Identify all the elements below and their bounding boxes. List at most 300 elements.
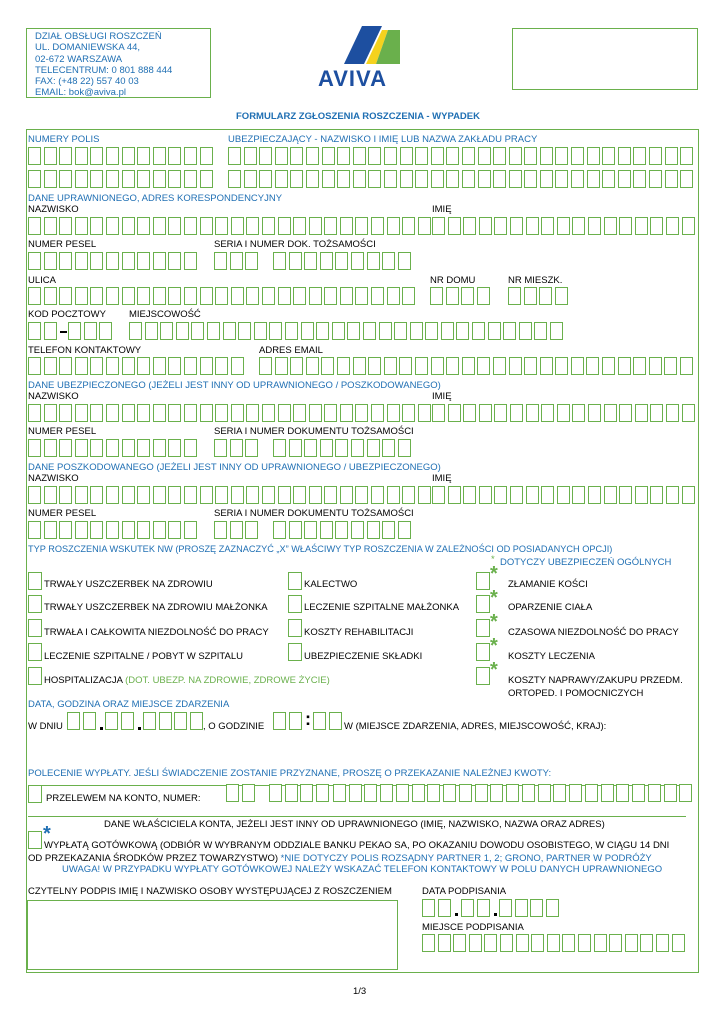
character-cell[interactable]: [322, 147, 335, 165]
character-cell[interactable]: [59, 147, 72, 165]
sign-year-field[interactable]: [499, 899, 561, 917]
character-cell[interactable]: [524, 147, 537, 165]
character-cell[interactable]: [446, 287, 459, 305]
character-cell[interactable]: [682, 404, 695, 422]
character-cell[interactable]: [415, 147, 428, 165]
incident-month-field[interactable]: [105, 712, 136, 730]
character-cell[interactable]: [431, 147, 444, 165]
character-cell[interactable]: [562, 934, 575, 952]
character-cell[interactable]: [571, 147, 584, 165]
account-owner-line[interactable]: [28, 816, 686, 817]
character-cell[interactable]: [398, 252, 411, 270]
character-cell[interactable]: [534, 322, 547, 340]
character-cell[interactable]: [122, 217, 135, 235]
character-cell[interactable]: [569, 784, 582, 802]
claim-hospital-treatment-checkbox[interactable]: [28, 643, 42, 661]
character-cell[interactable]: [44, 217, 57, 235]
character-cell[interactable]: [306, 170, 319, 188]
character-cell[interactable]: [59, 486, 72, 504]
character-cell[interactable]: [153, 287, 166, 305]
character-cell[interactable]: [245, 252, 258, 270]
character-cell[interactable]: [555, 147, 568, 165]
account-number-group-2[interactable]: [269, 784, 331, 802]
character-cell[interactable]: [400, 170, 413, 188]
character-cell[interactable]: [382, 439, 395, 457]
character-cell[interactable]: [441, 322, 454, 340]
character-cell[interactable]: [168, 287, 181, 305]
character-cell[interactable]: [106, 357, 119, 375]
character-cell[interactable]: [44, 357, 57, 375]
character-cell[interactable]: [200, 170, 213, 188]
character-cell[interactable]: [301, 322, 314, 340]
character-cell[interactable]: [432, 404, 445, 422]
character-cell[interactable]: [508, 287, 521, 305]
character-cell[interactable]: [75, 404, 88, 422]
character-cell[interactable]: [367, 521, 380, 539]
incident-year-field[interactable]: [143, 712, 205, 730]
payment-transfer-checkbox[interactable]: [28, 785, 42, 803]
character-cell[interactable]: [122, 486, 135, 504]
insured-pesel-field[interactable]: [28, 439, 200, 457]
signature-box[interactable]: [27, 900, 398, 970]
character-cell[interactable]: [526, 217, 539, 235]
claim-spouse-hospital-checkbox[interactable]: [288, 595, 302, 613]
character-cell[interactable]: [137, 521, 150, 539]
character-cell[interactable]: [633, 170, 646, 188]
character-cell[interactable]: [625, 934, 638, 952]
character-cell[interactable]: [75, 170, 88, 188]
character-cell[interactable]: [353, 357, 366, 375]
character-cell[interactable]: [682, 486, 695, 504]
character-cell[interactable]: [245, 439, 258, 457]
character-cell[interactable]: [402, 287, 415, 305]
character-cell[interactable]: [427, 784, 440, 802]
character-cell[interactable]: [446, 170, 459, 188]
character-cell[interactable]: [289, 712, 302, 730]
character-cell[interactable]: [463, 486, 476, 504]
character-cell[interactable]: [680, 357, 693, 375]
character-cell[interactable]: [618, 147, 631, 165]
character-cell[interactable]: [462, 170, 475, 188]
character-cell[interactable]: [680, 147, 693, 165]
claim-spouse-permanent-injury-checkbox[interactable]: [28, 595, 42, 613]
character-cell[interactable]: [242, 784, 255, 802]
injured-first-name-field[interactable]: [432, 486, 697, 504]
character-cell[interactable]: [153, 147, 166, 165]
character-cell[interactable]: [396, 784, 409, 802]
character-cell[interactable]: [399, 357, 412, 375]
character-cell[interactable]: [510, 217, 523, 235]
character-cell[interactable]: [306, 147, 319, 165]
character-cell[interactable]: [472, 322, 485, 340]
character-cell[interactable]: [230, 521, 243, 539]
character-cell[interactable]: [571, 357, 584, 375]
character-cell[interactable]: [75, 486, 88, 504]
character-cell[interactable]: [306, 357, 319, 375]
character-cell[interactable]: [254, 322, 267, 340]
character-cell[interactable]: [99, 322, 112, 340]
character-cell[interactable]: [335, 252, 348, 270]
character-cell[interactable]: [387, 217, 400, 235]
character-cell[interactable]: [28, 170, 41, 188]
character-cell[interactable]: [555, 357, 568, 375]
account-number-group-8[interactable]: [648, 784, 695, 802]
character-cell[interactable]: [184, 217, 197, 235]
character-cell[interactable]: [572, 404, 585, 422]
character-cell[interactable]: [546, 899, 559, 917]
character-cell[interactable]: [106, 147, 119, 165]
character-cell[interactable]: [588, 486, 601, 504]
postal-code-suffix-field[interactable]: [68, 322, 115, 340]
character-cell[interactable]: [244, 147, 257, 165]
character-cell[interactable]: [479, 486, 492, 504]
character-cell[interactable]: [469, 934, 482, 952]
character-cell[interactable]: [28, 252, 41, 270]
character-cell[interactable]: [176, 322, 189, 340]
character-cell[interactable]: [246, 287, 259, 305]
character-cell[interactable]: [446, 357, 459, 375]
character-cell[interactable]: [650, 486, 663, 504]
character-cell[interactable]: [214, 439, 227, 457]
character-cell[interactable]: [28, 217, 41, 235]
character-cell[interactable]: [168, 217, 181, 235]
character-cell[interactable]: [494, 404, 507, 422]
character-cell[interactable]: [231, 404, 244, 422]
account-number-group-1[interactable]: [226, 784, 257, 802]
character-cell[interactable]: [245, 521, 258, 539]
character-cell[interactable]: [59, 252, 72, 270]
character-cell[interactable]: [75, 521, 88, 539]
character-cell[interactable]: [228, 170, 241, 188]
character-cell[interactable]: [304, 439, 317, 457]
character-cell[interactable]: [159, 712, 172, 730]
character-cell[interactable]: [572, 486, 585, 504]
character-cell[interactable]: [398, 521, 411, 539]
claim-rehabilitation-checkbox[interactable]: [288, 619, 302, 637]
character-cell[interactable]: [90, 486, 103, 504]
character-cell[interactable]: [462, 357, 475, 375]
character-cell[interactable]: [387, 287, 400, 305]
character-cell[interactable]: [588, 217, 601, 235]
character-cell[interactable]: [635, 404, 648, 422]
character-cell[interactable]: [83, 712, 96, 730]
character-cell[interactable]: [340, 217, 353, 235]
character-cell[interactable]: [587, 170, 600, 188]
character-cell[interactable]: [137, 147, 150, 165]
character-cell[interactable]: [230, 252, 243, 270]
character-cell[interactable]: [184, 147, 197, 165]
character-cell[interactable]: [515, 899, 528, 917]
character-cell[interactable]: [371, 217, 384, 235]
character-cell[interactable]: [446, 147, 459, 165]
character-cell[interactable]: [488, 322, 501, 340]
character-cell[interactable]: [618, 357, 631, 375]
character-cell[interactable]: [640, 934, 653, 952]
character-cell[interactable]: [106, 170, 119, 188]
character-cell[interactable]: [479, 404, 492, 422]
character-cell[interactable]: [214, 252, 227, 270]
character-cell[interactable]: [191, 322, 204, 340]
character-cell[interactable]: [223, 322, 236, 340]
character-cell[interactable]: [604, 486, 617, 504]
character-cell[interactable]: [44, 439, 57, 457]
character-cell[interactable]: [398, 439, 411, 457]
character-cell[interactable]: [168, 252, 181, 270]
character-cell[interactable]: [384, 357, 397, 375]
character-cell[interactable]: [477, 287, 490, 305]
character-cell[interactable]: [59, 170, 72, 188]
character-cell[interactable]: [168, 404, 181, 422]
character-cell[interactable]: [44, 170, 57, 188]
character-cell[interactable]: [602, 170, 615, 188]
character-cell[interactable]: [168, 439, 181, 457]
character-cell[interactable]: [649, 357, 662, 375]
character-cell[interactable]: [275, 170, 288, 188]
character-cell[interactable]: [679, 784, 692, 802]
character-cell[interactable]: [290, 147, 303, 165]
character-cell[interactable]: [153, 521, 166, 539]
character-cell[interactable]: [633, 147, 646, 165]
street-field[interactable]: [28, 287, 418, 305]
character-cell[interactable]: [168, 357, 181, 375]
character-cell[interactable]: [526, 486, 539, 504]
character-cell[interactable]: [75, 287, 88, 305]
insured-first-name-field[interactable]: [432, 404, 697, 422]
character-cell[interactable]: [337, 170, 350, 188]
character-cell[interactable]: [538, 784, 551, 802]
character-cell[interactable]: [478, 170, 491, 188]
character-cell[interactable]: [448, 217, 461, 235]
character-cell[interactable]: [137, 252, 150, 270]
character-cell[interactable]: [609, 934, 622, 952]
character-cell[interactable]: [246, 404, 259, 422]
character-cell[interactable]: [122, 439, 135, 457]
character-cell[interactable]: [75, 357, 88, 375]
insuring-party-field-2[interactable]: [228, 170, 696, 188]
character-cell[interactable]: [368, 170, 381, 188]
character-cell[interactable]: [122, 252, 135, 270]
character-cell[interactable]: [90, 357, 103, 375]
character-cell[interactable]: [479, 217, 492, 235]
character-cell[interactable]: [289, 252, 302, 270]
character-cell[interactable]: [363, 322, 376, 340]
character-cell[interactable]: [602, 357, 615, 375]
character-cell[interactable]: [340, 287, 353, 305]
character-cell[interactable]: [672, 934, 685, 952]
character-cell[interactable]: [28, 439, 41, 457]
character-cell[interactable]: [400, 147, 413, 165]
character-cell[interactable]: [273, 252, 286, 270]
character-cell[interactable]: [459, 784, 472, 802]
character-cell[interactable]: [588, 404, 601, 422]
character-cell[interactable]: [371, 404, 384, 422]
character-cell[interactable]: [540, 147, 553, 165]
email-field[interactable]: [259, 357, 696, 375]
character-cell[interactable]: [285, 784, 298, 802]
character-cell[interactable]: [75, 252, 88, 270]
character-cell[interactable]: [510, 404, 523, 422]
incident-minute-field[interactable]: [313, 712, 344, 730]
character-cell[interactable]: [275, 357, 288, 375]
character-cell[interactable]: [121, 712, 134, 730]
character-cell[interactable]: [555, 287, 568, 305]
character-cell[interactable]: [207, 322, 220, 340]
character-cell[interactable]: [586, 357, 599, 375]
beneficiary-id-number-field[interactable]: [273, 252, 413, 270]
character-cell[interactable]: [293, 404, 306, 422]
character-cell[interactable]: [384, 147, 397, 165]
claim-total-disability-checkbox[interactable]: [28, 619, 42, 637]
character-cell[interactable]: [402, 404, 415, 422]
character-cell[interactable]: [333, 784, 346, 802]
character-cell[interactable]: [59, 357, 72, 375]
character-cell[interactable]: [394, 322, 407, 340]
character-cell[interactable]: [587, 147, 600, 165]
character-cell[interactable]: [387, 404, 400, 422]
character-cell[interactable]: [230, 439, 243, 457]
beneficiary-id-series-field[interactable]: [214, 252, 261, 270]
character-cell[interactable]: [448, 404, 461, 422]
claim-fracture-checkbox[interactable]: [476, 572, 490, 590]
character-cell[interactable]: [200, 287, 213, 305]
character-cell[interactable]: [371, 486, 384, 504]
character-cell[interactable]: [602, 147, 615, 165]
character-cell[interactable]: [246, 486, 259, 504]
policy-number-2-field[interactable]: [28, 170, 215, 188]
character-cell[interactable]: [541, 404, 554, 422]
character-cell[interactable]: [44, 287, 57, 305]
character-cell[interactable]: [320, 439, 333, 457]
account-number-group-7[interactable]: [585, 784, 647, 802]
character-cell[interactable]: [541, 217, 554, 235]
character-cell[interactable]: [321, 357, 334, 375]
character-cell[interactable]: [269, 784, 282, 802]
character-cell[interactable]: [478, 147, 491, 165]
sign-place-field[interactable]: [422, 934, 687, 952]
character-cell[interactable]: [44, 521, 57, 539]
character-cell[interactable]: [665, 147, 678, 165]
character-cell[interactable]: [371, 287, 384, 305]
character-cell[interactable]: [122, 170, 135, 188]
character-cell[interactable]: [503, 322, 516, 340]
character-cell[interactable]: [106, 217, 119, 235]
character-cell[interactable]: [293, 486, 306, 504]
character-cell[interactable]: [347, 322, 360, 340]
account-number-group-3[interactable]: [333, 784, 395, 802]
character-cell[interactable]: [137, 287, 150, 305]
character-cell[interactable]: [430, 287, 443, 305]
character-cell[interactable]: [438, 899, 451, 917]
injured-id-number-field[interactable]: [273, 521, 413, 539]
character-cell[interactable]: [351, 439, 364, 457]
character-cell[interactable]: [322, 170, 335, 188]
character-cell[interactable]: [438, 934, 451, 952]
character-cell[interactable]: [456, 322, 469, 340]
character-cell[interactable]: [153, 252, 166, 270]
character-cell[interactable]: [380, 784, 393, 802]
character-cell[interactable]: [137, 439, 150, 457]
character-cell[interactable]: [309, 404, 322, 422]
character-cell[interactable]: [384, 170, 397, 188]
character-cell[interactable]: [547, 934, 560, 952]
character-cell[interactable]: [122, 404, 135, 422]
character-cell[interactable]: [28, 404, 41, 422]
character-cell[interactable]: [553, 784, 566, 802]
character-cell[interactable]: [340, 486, 353, 504]
character-cell[interactable]: [143, 712, 156, 730]
character-cell[interactable]: [461, 899, 474, 917]
character-cell[interactable]: [153, 486, 166, 504]
character-cell[interactable]: [231, 287, 244, 305]
character-cell[interactable]: [355, 404, 368, 422]
character-cell[interactable]: [184, 170, 197, 188]
character-cell[interactable]: [649, 170, 662, 188]
character-cell[interactable]: [526, 404, 539, 422]
character-cell[interactable]: [664, 784, 677, 802]
sign-day-field[interactable]: [422, 899, 453, 917]
character-cell[interactable]: [619, 404, 632, 422]
character-cell[interactable]: [555, 170, 568, 188]
character-cell[interactable]: [402, 486, 415, 504]
character-cell[interactable]: [329, 712, 342, 730]
character-cell[interactable]: [509, 147, 522, 165]
character-cell[interactable]: [616, 784, 629, 802]
character-cell[interactable]: [137, 486, 150, 504]
beneficiary-surname-field[interactable]: [28, 217, 433, 235]
character-cell[interactable]: [415, 357, 428, 375]
character-cell[interactable]: [415, 170, 428, 188]
character-cell[interactable]: [516, 934, 529, 952]
character-cell[interactable]: [309, 217, 322, 235]
character-cell[interactable]: [313, 712, 326, 730]
character-cell[interactable]: [122, 147, 135, 165]
character-cell[interactable]: [28, 322, 41, 340]
phone-field[interactable]: [28, 357, 246, 375]
character-cell[interactable]: [453, 934, 466, 952]
character-cell[interactable]: [572, 217, 585, 235]
character-cell[interactable]: [355, 217, 368, 235]
character-cell[interactable]: [494, 217, 507, 235]
character-cell[interactable]: [90, 404, 103, 422]
character-cell[interactable]: [44, 404, 57, 422]
character-cell[interactable]: [499, 899, 512, 917]
flat-number-field[interactable]: [508, 287, 570, 305]
character-cell[interactable]: [262, 287, 275, 305]
character-cell[interactable]: [510, 486, 523, 504]
character-cell[interactable]: [285, 322, 298, 340]
character-cell[interactable]: [300, 784, 313, 802]
character-cell[interactable]: [353, 147, 366, 165]
character-cell[interactable]: [509, 170, 522, 188]
character-cell[interactable]: [275, 147, 288, 165]
character-cell[interactable]: [278, 287, 291, 305]
character-cell[interactable]: [367, 252, 380, 270]
character-cell[interactable]: [137, 217, 150, 235]
character-cell[interactable]: [422, 899, 435, 917]
character-cell[interactable]: [246, 217, 259, 235]
character-cell[interactable]: [462, 147, 475, 165]
insured-surname-field[interactable]: [28, 404, 433, 422]
character-cell[interactable]: [506, 784, 519, 802]
character-cell[interactable]: [594, 934, 607, 952]
character-cell[interactable]: [200, 357, 213, 375]
character-cell[interactable]: [368, 357, 381, 375]
character-cell[interactable]: [215, 217, 228, 235]
character-cell[interactable]: [632, 784, 645, 802]
insured-id-series-field[interactable]: [214, 439, 261, 457]
insured-id-number-field[interactable]: [273, 439, 413, 457]
character-cell[interactable]: [431, 357, 444, 375]
